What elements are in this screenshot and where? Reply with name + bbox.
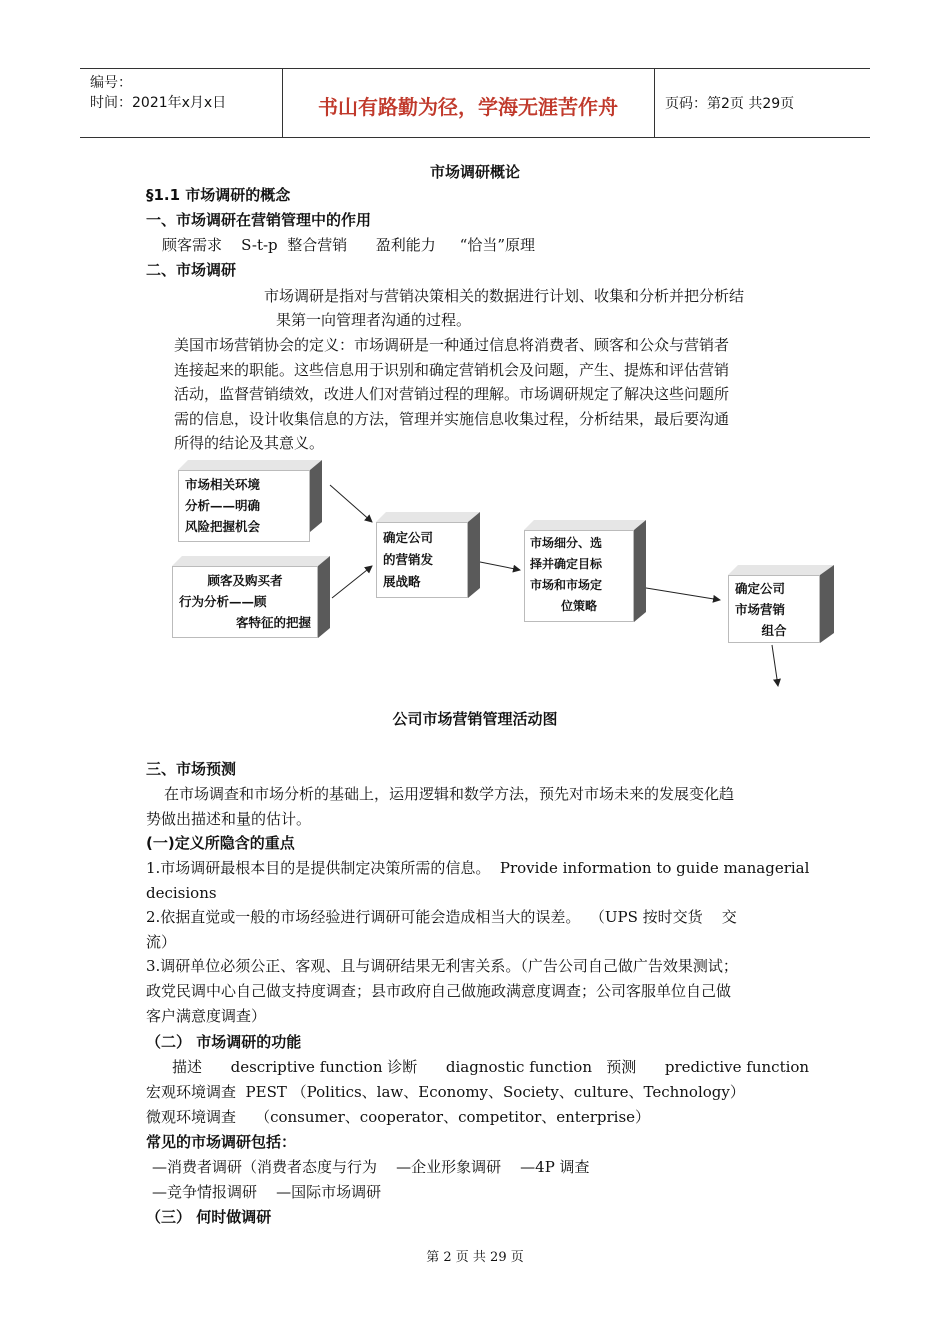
box-environment-analysis [178, 460, 322, 542]
box-side [310, 460, 322, 532]
heading-research: 二、市场调研 [146, 261, 237, 279]
box-text: 组合 [761, 623, 787, 638]
box-text: 择并确定目标 [530, 557, 603, 571]
box-text: 的营销发 [383, 552, 434, 567]
ama-line: 美国市场营销协会的定义：市场调研是一种通过信息将消费者、顾客和公众与营销者 [174, 336, 730, 354]
box-top [728, 565, 834, 575]
role-items: 顾客需求 S-t-p 整合营销 盈利能力 “恰当”原理 [162, 236, 535, 254]
box-side [318, 556, 330, 638]
box-text: 展战略 [383, 574, 421, 589]
arrow-env-to-strategy [330, 485, 372, 522]
heading-forecast: 三、市场预测 [146, 760, 237, 778]
box-face [376, 522, 468, 598]
doc-title: 市场调研概论 [429, 163, 520, 181]
forecast-line: 势做出描述和量的估计。 [146, 809, 312, 828]
box-marketing-mix [728, 565, 834, 643]
box-side [468, 512, 480, 598]
box-customer-analysis [172, 556, 330, 638]
definition-line: 市场调研是指对与营销决策相关的数据进行计划、收集和分析并把分析结 [264, 287, 745, 305]
box-top [524, 520, 646, 530]
heading-role: 一、市场调研在营销管理中的作用 [146, 211, 372, 229]
subheading-when-research: （三） 何时做调研 [146, 1208, 272, 1226]
diagram-caption: 公司市场营销管理活动图 [392, 710, 558, 728]
point-line: 流） [146, 932, 177, 951]
box-text: 市场相关环境 [185, 477, 261, 492]
box-text: 分析——明确 [185, 498, 261, 513]
point-line: 客户满意度调查） [146, 1006, 267, 1025]
box-top [376, 512, 480, 522]
box-text: 客特征的把握 [235, 615, 311, 630]
header-motto: 书山有路勤为径，学海无涯苦作舟 [318, 95, 618, 119]
point-line: 3.调研单位必须公正、客观、且与调研结果无利害关系。（广告公司自己做广告效果测试； [146, 957, 738, 976]
heading-common-research: 常见的市场调研包括： [146, 1133, 297, 1151]
box-text: 顾客及购买者 [207, 573, 283, 588]
common-research-line: —竞争情报调研 —国际市场调研 [152, 1183, 382, 1201]
ama-line: 所得的结论及其意义。 [174, 434, 325, 453]
subheading-functions: （二） 市场调研的功能 [146, 1033, 302, 1051]
point-line: decisions [146, 883, 217, 902]
header-time: 时间：2021年x月x日 [90, 95, 227, 111]
box-face [728, 575, 820, 643]
box-text: 行为分析——顾 [179, 594, 267, 609]
box-face [524, 530, 634, 622]
subheading-implied-points: (一)定义所隐含的重点 [146, 834, 295, 852]
header-code: 编号： [90, 75, 132, 91]
box-face [178, 470, 310, 542]
box-text: 位策略 [560, 599, 597, 613]
box-side [820, 565, 834, 643]
section-heading: §1.1 市场调研的概念 [146, 186, 291, 204]
footer-page-number: 第 2 页 共 29 页 [426, 1250, 524, 1265]
box-marketing-strategy [376, 512, 480, 598]
common-research-line: —消费者调研（消费者态度与行为 —企业形象调研 —4P 调查 [152, 1158, 590, 1176]
header-page-number: 页码：第2页 共29页 [665, 96, 795, 112]
box-top [172, 556, 330, 566]
box-text: 市场营销 [735, 602, 786, 617]
point-line: 政党民调中心自己做支持度调查；县市政府自己做施政满意度调查；公司客服单位自己做 [146, 981, 732, 1000]
box-text: 确定公司 [383, 530, 434, 545]
box-text: 市场细分、选 [530, 536, 603, 550]
box-segmentation [524, 520, 646, 622]
box-text: 确定公司 [735, 581, 786, 596]
micro-environment-line: 微观环境调查 （consumer、cooperator、competitor、enterprise） [146, 1108, 651, 1126]
arrow-segment-to-mix [640, 587, 720, 600]
macro-environment-line: 宏观环境调查 PEST （Politics、law、Economy、Society、culture、Technology） [146, 1083, 745, 1101]
ama-line: 活动，监督营销绩效，改进人们对营销过程的理解。市场调研规定了解决这些问题所 [174, 385, 730, 404]
implied-points [146, 856, 809, 1028]
ama-line: 需的信息，设计收集信息的方法，管理并实施信息收集过程，分析结果，最后要沟通 [174, 409, 730, 428]
definition-line: 果第一向管理者沟通的过程。 [276, 311, 472, 329]
point-line: 1.市场调研最根本目的是提供制定决策所需的信息。 Provide information to guide managerial [146, 859, 810, 877]
box-top [178, 460, 322, 470]
ama-line: 连接起来的职能。这些信息用于识别和确定营销机会及问题，产生、提炼和评估营销 [174, 360, 730, 379]
box-face [172, 566, 318, 638]
box-side [634, 520, 646, 622]
arrow-mix-down [772, 645, 778, 686]
arrow-customer-to-strategy [332, 566, 372, 598]
box-text: 风险把握机会 [185, 519, 261, 534]
forecast-line: 在市场调查和市场分析的基础上，运用逻辑和数学方法，预先对市场未来的发展变化趋 [164, 785, 735, 803]
functions-line: 描述 descriptive function 诊断 diagnostic function 预测 predictive function [172, 1058, 810, 1076]
box-text: 市场和市场定 [530, 578, 603, 592]
point-line: 2.依据直觉或一般的市场经验进行调研可能会造成相当大的误差。 （UPS 按时交货 交 [146, 908, 737, 927]
forecast-paragraph [146, 782, 734, 831]
